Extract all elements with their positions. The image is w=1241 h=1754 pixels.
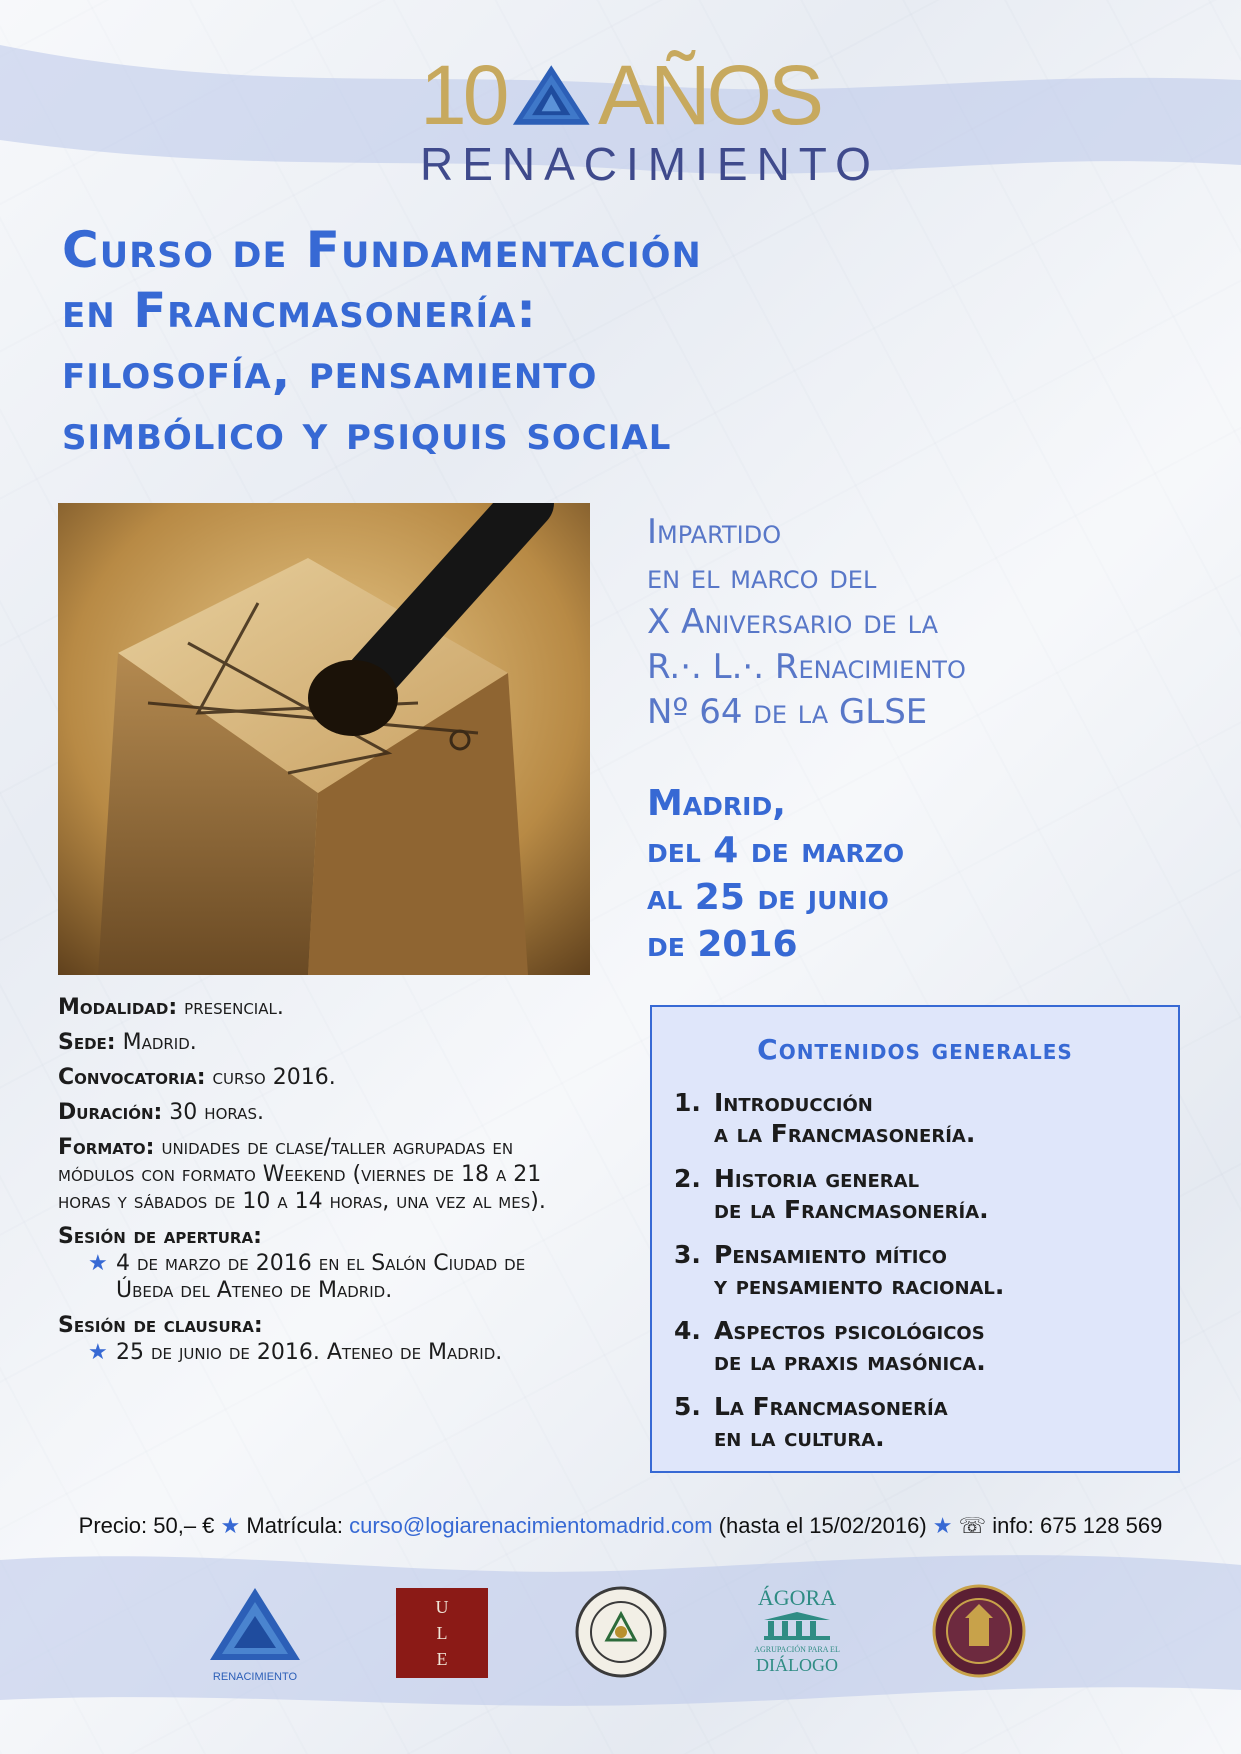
sede-row [58, 1029, 578, 1056]
dates-line-2: del 4 de marzo [647, 830, 905, 871]
duracion-label: Duración: [58, 1100, 163, 1125]
ule-logo [396, 1588, 488, 1678]
modalidad-label: Modalidad: [58, 995, 178, 1020]
clausura-value: 25 de junio de 2016. Ateneo de Madrid. [116, 1340, 503, 1365]
temple-icon [762, 1610, 832, 1640]
agora-sub: AGRUPACIÓN PARA EL [754, 1645, 840, 1654]
star-icon: ★ [220, 1513, 241, 1538]
dates-line-4: de 2016 [647, 924, 798, 965]
pyramid-icon [511, 62, 592, 128]
item-line-1: Historia general [714, 1164, 920, 1193]
sede-label: Sede: [58, 1030, 116, 1055]
convocatoria-value: curso 2016. [212, 1065, 336, 1090]
clausura-bullet [58, 1339, 578, 1366]
item-line-2: de la praxis masónica. [714, 1347, 986, 1376]
impartido-line-3: X Aniversario de la [647, 602, 938, 642]
item-line-1: La Francmasonería [714, 1392, 948, 1421]
modalidad-row [58, 994, 578, 1021]
item-number: 1. [674, 1088, 701, 1117]
title-line-4: simbólico y psiquis social [62, 405, 672, 461]
renacimiento-logo-text: RENACIMIENTO [212, 1671, 298, 1683]
list-item [674, 1315, 1174, 1377]
ule-letter: E [436, 1649, 448, 1669]
formato-label: Formato: [58, 1135, 155, 1160]
dates-line-1: Madrid, [647, 783, 786, 824]
price-text: Precio: 50,– € [78, 1513, 215, 1538]
convocatoria-row [58, 1064, 578, 1091]
clausura-label: Sesión de clausura: [58, 1313, 263, 1338]
partner-logos [0, 1580, 1241, 1690]
item-line-2: de la Francmasonería. [714, 1195, 989, 1224]
course-dates [647, 780, 1207, 968]
impartido-line-2: en el marco del [647, 557, 877, 597]
item-line-1: Aspectos psicológicos [714, 1316, 985, 1345]
list-item [674, 1087, 1174, 1149]
logo-years-number: 10 [420, 48, 506, 142]
grand-lodge-seal [575, 1586, 667, 1678]
duracion-value: 30 horas. [169, 1100, 264, 1125]
compass-stone-photo [58, 503, 590, 975]
title-line-1: Curso de Fundamentación [62, 221, 702, 279]
item-number: 4. [674, 1316, 701, 1345]
apertura-label: Sesión de apertura: [58, 1224, 262, 1249]
item-line-1: Pensamiento mítico [714, 1240, 947, 1269]
formato-row [58, 1134, 578, 1215]
phone-icon: ☏ [958, 1513, 987, 1538]
dates-line-3: al 25 de junio [647, 877, 889, 918]
item-line-2: en la cultura. [714, 1423, 885, 1452]
apertura-bullet [58, 1250, 578, 1304]
impartido-line-4: R.·. L.·. Renacimiento [647, 647, 966, 687]
university-seal [932, 1584, 1026, 1678]
info-phone: info: 675 128 569 [992, 1513, 1163, 1538]
item-line-1: Introducción [714, 1088, 873, 1117]
logo-subtitle: RENACIMIENTO [420, 138, 880, 190]
logo-years-word: AÑOS [597, 48, 820, 142]
star-icon: ★ [88, 1340, 108, 1365]
course-title [62, 220, 1162, 464]
apertura-row [58, 1223, 578, 1250]
contents-box [650, 1005, 1180, 1473]
item-number: 2. [674, 1164, 701, 1193]
formato-value: unidades de clase/taller agrupadas en módulos con formato Weekend (viernes de 18 a 21 horas y sábados de 10 a 14 horas, una vez al mes). [58, 1135, 546, 1214]
impartido-text [647, 510, 1207, 735]
title-line-2: en Francmasonería: [62, 283, 537, 339]
list-item [674, 1239, 1174, 1301]
list-item [674, 1163, 1174, 1225]
duracion-row [58, 1099, 578, 1126]
impartido-line-5: Nº 64 de la GLSE [647, 692, 928, 732]
title-line-3: filosofía, pensamiento [62, 344, 598, 400]
renacimiento-logo [200, 1580, 310, 1690]
ule-letter: L [436, 1623, 448, 1643]
clausura-row [58, 1312, 578, 1339]
agora-logo [752, 1586, 842, 1678]
item-number: 5. [674, 1392, 701, 1421]
impartido-line-1: Impartido [647, 512, 782, 552]
agora-title: ÁGORA [757, 1585, 837, 1610]
star-icon: ★ [88, 1251, 108, 1276]
modalidad-value: presencial. [184, 995, 284, 1020]
item-line-2: y pensamiento racional. [714, 1271, 1005, 1300]
deadline-text: (hasta el 15/02/2016) [718, 1513, 927, 1538]
contents-list [674, 1087, 1174, 1467]
list-item [674, 1391, 1174, 1453]
ten-years-logo [420, 48, 880, 190]
apertura-value: 4 de marzo de 2016 en el Salón Ciudad de Úbeda del Ateneo de Madrid. [116, 1251, 526, 1303]
contents-heading: Contenidos generales [757, 1033, 1073, 1066]
agora-word: DIÁLOGO [756, 1655, 838, 1675]
email-link[interactable]: curso@logiarenacimientomadrid.com [349, 1513, 713, 1538]
ule-letter: U [435, 1597, 449, 1617]
course-details [58, 994, 578, 1374]
footer-info [0, 1513, 1241, 1539]
matricula-label: Matrícula: [246, 1513, 343, 1538]
sede-value: Madrid. [122, 1030, 197, 1055]
star-icon: ★ [932, 1513, 953, 1538]
item-number: 3. [674, 1240, 701, 1269]
item-line-2: a la Francmasonería. [714, 1119, 976, 1148]
convocatoria-label: Convocatoria: [58, 1065, 206, 1090]
